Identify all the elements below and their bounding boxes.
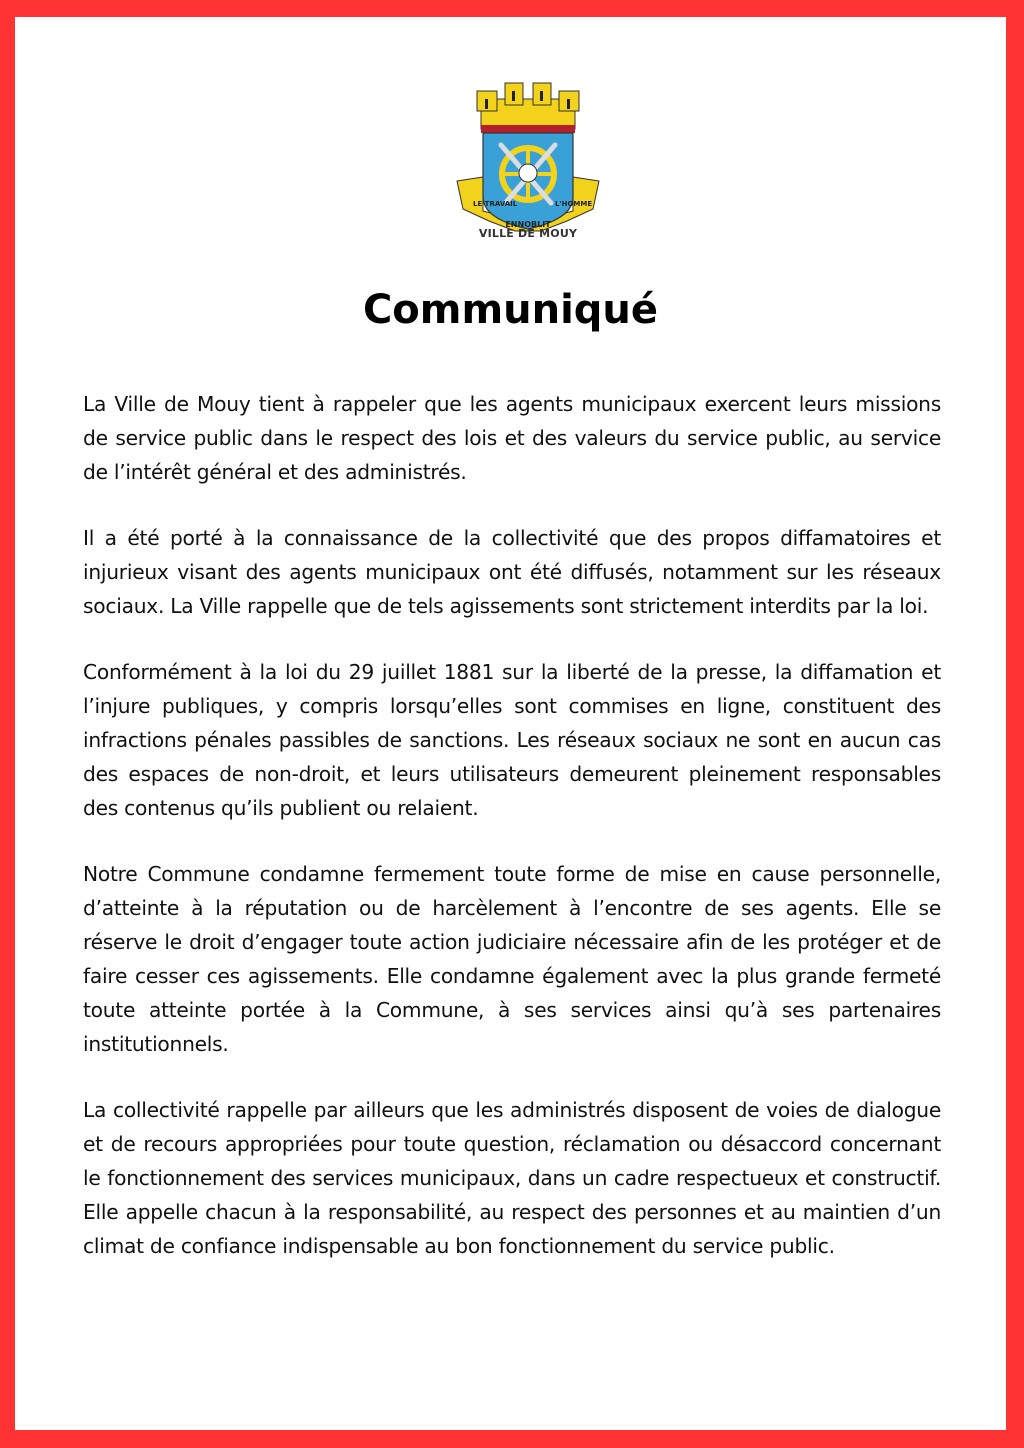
paragraph-4: Notre Commune condamne fermement toute forme de mise en cause personnelle, d’atteinte à la réputation ou de harcèlement à l’encontre de ses agents. Elle se réserve le droit d’engager toute action judiciaire nécessaire afin de les protéger et de faire cesser ces agissements. Elle condamne également avec la plus grande fermeté toute atteinte portée à la Commune, à ses services ainsi qu’à ses partenaires institutionnels.	[83, 862, 941, 1056]
motto-left: LE TRAVAIL	[473, 200, 518, 208]
document-page	[15, 17, 1006, 1430]
page-title: Communiqué	[362, 287, 659, 333]
paragraph-5: La collectivité rappelle par ailleurs que les administrés disposent de voies de dialogue et de recours appropriées pour toute question, réclamation ou désaccord concernant le fonctionnement des services municipaux, dans un cadre respectueux et constructif. Elle appelle chacun à la responsabilité, au respect des personnes et au maintien d’un climat de confiance indispensable au bon fonctionnement du service public.	[83, 1098, 941, 1258]
motto-center: ENNOBLIT	[505, 220, 551, 229]
ram-head-icon	[519, 164, 537, 182]
communique-body	[83, 387, 941, 1295]
paragraph-2: Il a été porté à la connaissance de la collectivité que des propos diffamatoires et injurieux visant des agents municipaux ont été diffusés, notamment sur les réseaux sociaux. La Ville rappelle que de tels agissements sont strictement interdits par la loi.	[83, 526, 941, 618]
paragraph-3: Conformément à la loi du 29 juillet 1881 sur la liberté de la presse, la diffamation et l’injure publiques, y compris lorsqu’elles sont commises en ligne, constituent des infractions pénales passibles de sanctions. Les réseaux sociaux ne sont en aucun cas des espaces de non-droit, et leurs utilisateurs demeurent pleinement responsables des contenus qu’ils publient ou relaient.	[83, 660, 941, 820]
paragraph-1: La Ville de Mouy tient à rappeler que les agents municipaux exercent leurs missions de service public dans le respect des lois et des valeurs du service public, au service de l’intérêt général et des administrés.	[83, 392, 941, 484]
motto-right: L'HOMME	[555, 200, 593, 208]
crown-icon	[477, 83, 579, 133]
logo-caption: VILLE DE MOUY	[478, 227, 578, 240]
